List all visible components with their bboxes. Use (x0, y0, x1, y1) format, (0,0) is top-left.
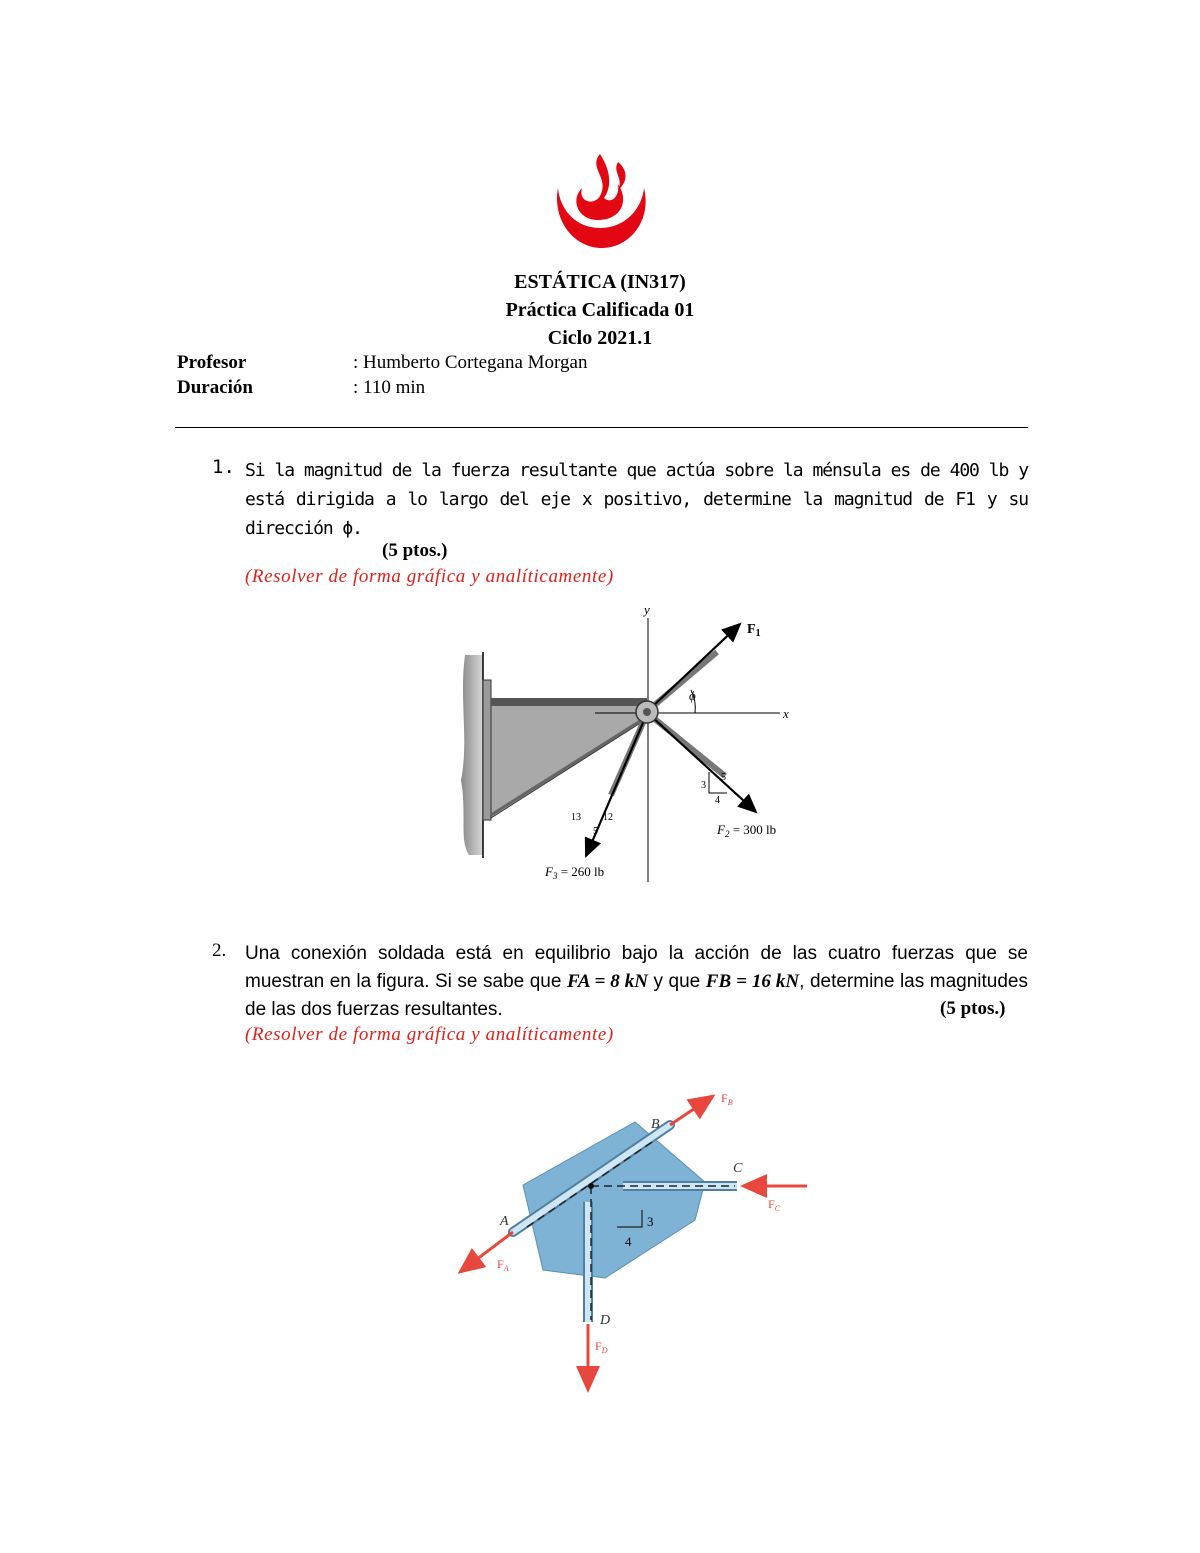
f1-label: $F_1$ (747, 622, 761, 639)
f3-label: $F_3 = 260$ lb (545, 864, 605, 881)
cycle-title: Ciclo 2021.1 (547, 327, 653, 349)
q1-instruction: (Resolver de forma gráfica y analíticamente) (245, 566, 614, 587)
svg-text:13: 13 (571, 812, 581, 823)
gusset-plate (523, 1122, 705, 1278)
f2-arrow (651, 716, 756, 812)
svg-text:12: 12 (603, 812, 613, 823)
duration-value: : 110 min (353, 377, 426, 398)
exam-info (177, 350, 587, 400)
phi-label: ϕ (689, 688, 696, 703)
x-axis-label: x (783, 706, 789, 721)
q2-points: (5 ptos.) (940, 998, 1006, 1019)
professor-label: Profesor (177, 352, 247, 373)
duration-label: Duración (177, 377, 253, 398)
fc-label: $F_C$ (768, 1197, 781, 1213)
fa-value: FA = 8 kN (566, 971, 649, 992)
svg-text:3: 3 (647, 1214, 654, 1229)
svg-text:4: 4 (715, 795, 720, 806)
question-number: 1. (212, 456, 235, 478)
header-divider (175, 427, 1028, 428)
question-1 (212, 456, 1028, 543)
welded-connection-figure (445, 1080, 825, 1400)
point-b-label: B (651, 1117, 660, 1132)
point-a-label: A (500, 1214, 509, 1229)
question-text: Si la magnitud de la fuerza resultante que actúa sobre la ménsula es de 400 lb y está dirigida a lo largo del eje x positivo, determine la magnitud de F1 y su dirección ϕ. (245, 460, 1028, 539)
svg-text:5: 5 (593, 826, 598, 837)
f2-label: $F_2 = 300$ lb (717, 822, 777, 839)
exam-header (0, 268, 1200, 352)
question-number: 2. (212, 940, 227, 961)
fb-arrow (670, 1096, 713, 1125)
question-2 (212, 940, 1028, 1024)
point-c-label: C (733, 1161, 743, 1176)
professor-value: : Humberto Cortegana Morgan (353, 352, 588, 373)
exam-title: Práctica Calificada 01 (505, 299, 695, 321)
fb-value: FB = 16 kN (705, 971, 800, 992)
bracket-figure (455, 600, 815, 885)
svg-text:4: 4 (625, 1234, 632, 1249)
wall (461, 655, 483, 855)
upc-flame-logo (548, 150, 652, 254)
svg-text:3: 3 (701, 780, 706, 791)
point-d-label: D (600, 1313, 611, 1328)
fa-label: $F_A$ (497, 1257, 509, 1273)
svg-text:5: 5 (721, 772, 726, 783)
fd-label: $F_D$ (595, 1339, 608, 1355)
q1-points: (5 ptos.) (382, 540, 448, 561)
y-axis-label: y (644, 602, 650, 617)
course-title: ESTÁTICA (IN317) (514, 271, 686, 293)
q2-instruction: (Resolver de forma gráfica y analíticamente) (245, 1024, 614, 1045)
question-text: Una conexión soldada está en equilibrio bajo la acción de las cuatro fuerzas que se muestran en la figura. Si se sabe que FA = 8 kN y que FB = 16 kN, determine las magnitudes de las dos fuerzas resultantes. (245, 943, 1028, 1020)
fb-label: $F_B$ (721, 1091, 733, 1107)
